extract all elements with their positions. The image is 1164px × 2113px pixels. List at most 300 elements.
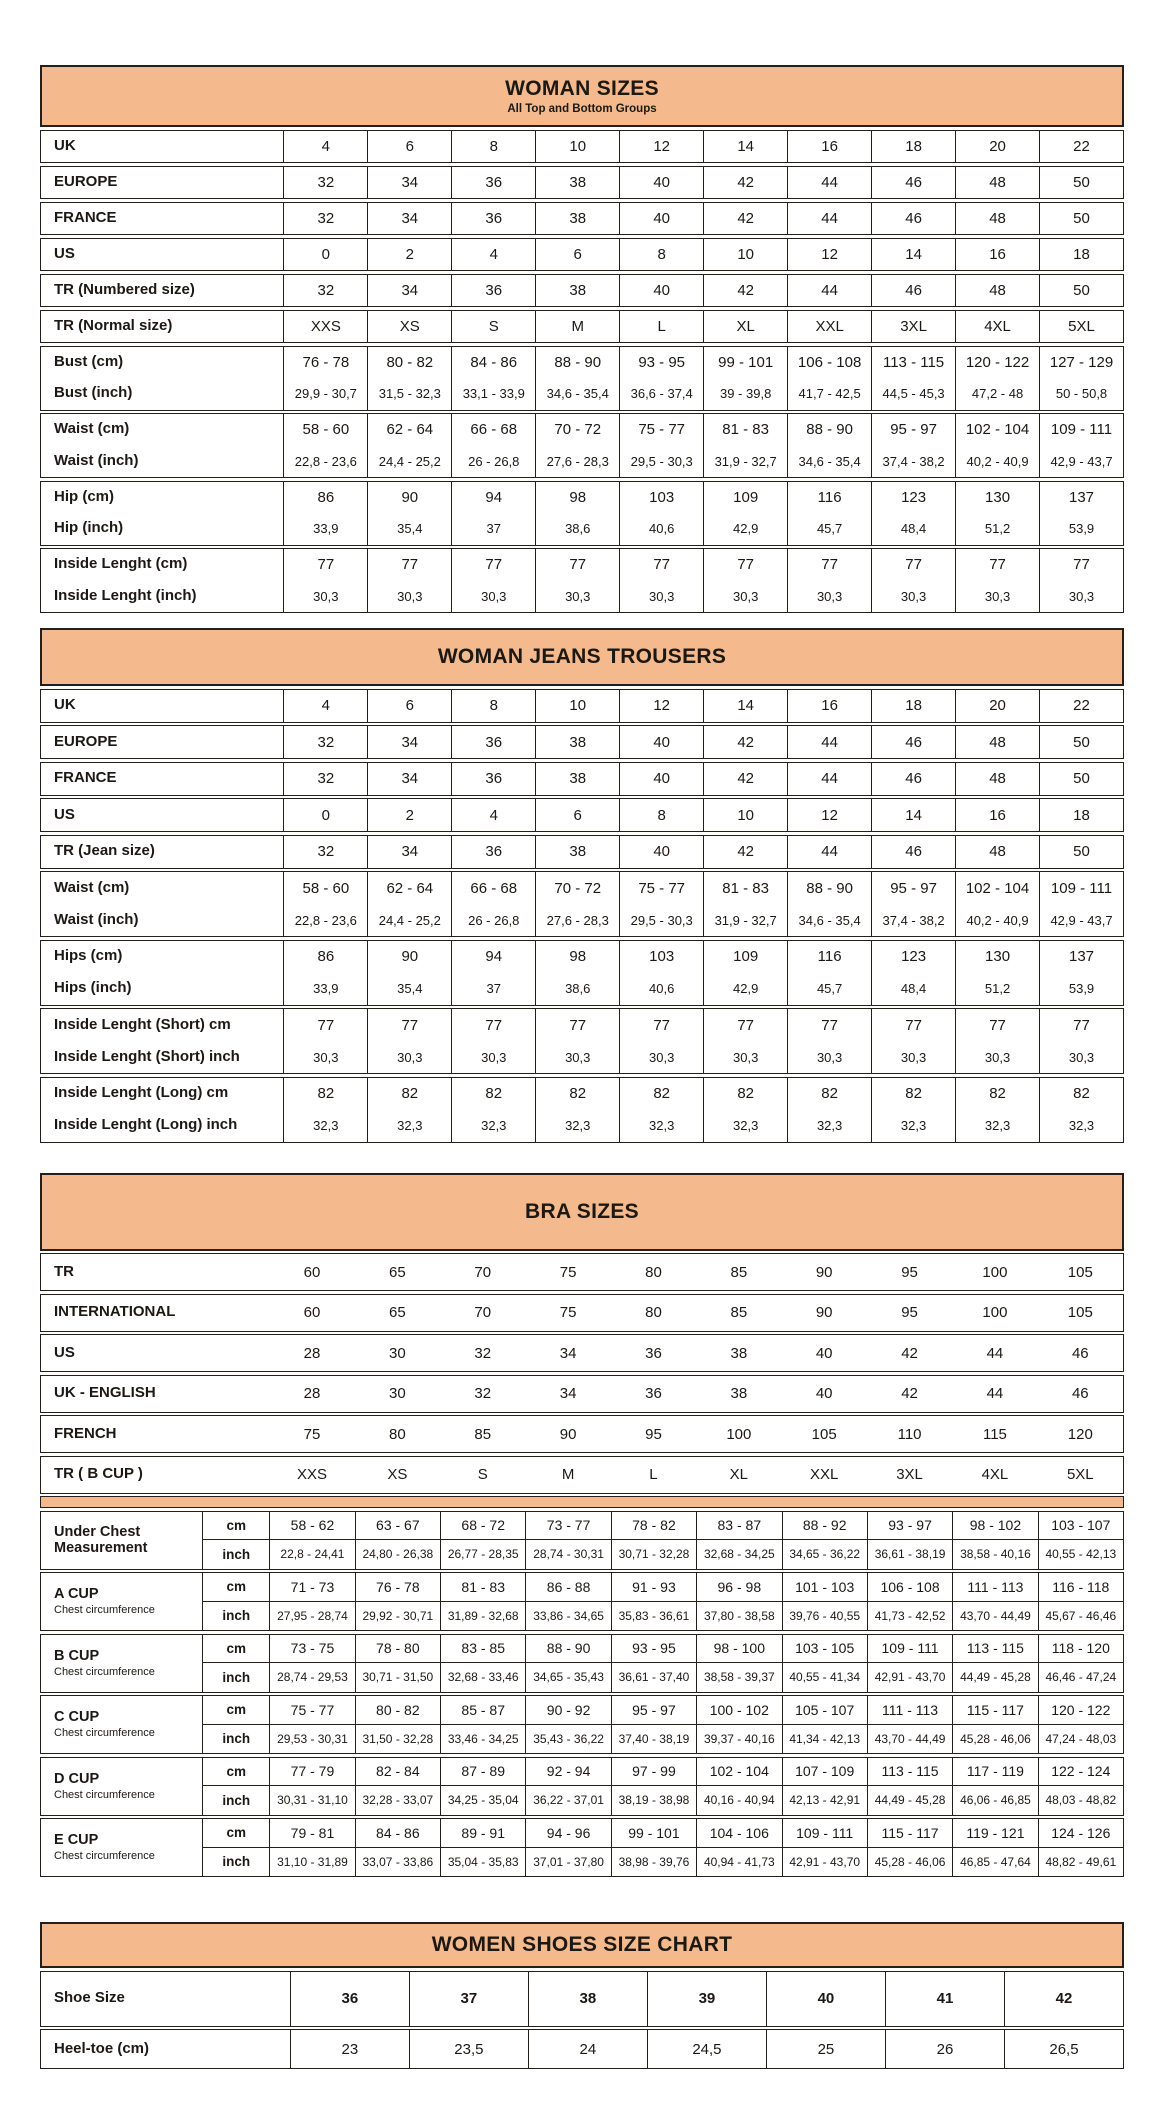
size-cell: 50 bbox=[1039, 726, 1123, 758]
size-cell: 105 bbox=[811, 1425, 837, 1443]
size-cell: 100 - 102 bbox=[696, 1696, 781, 1725]
size-cell: 53,9 bbox=[1039, 513, 1123, 545]
size-cell: 42 bbox=[703, 203, 787, 235]
size-cell: 90 bbox=[815, 1304, 833, 1321]
size-cell: 37,01 - 37,80 bbox=[525, 1848, 610, 1877]
size-cell: 99 - 101 bbox=[611, 1819, 696, 1848]
size-cell: 97 - 99 bbox=[611, 1758, 696, 1787]
row-label: Shoe Size bbox=[54, 1989, 125, 2007]
size-cell: 93 - 95 bbox=[619, 347, 703, 379]
row-label-text: Under Chest Measurement bbox=[54, 1523, 148, 1556]
size-cell: 32,3 bbox=[367, 1110, 451, 1142]
size-cell: 77 bbox=[1039, 1009, 1123, 1041]
size-cell: 35,43 - 36,22 bbox=[525, 1725, 610, 1754]
size-cell: 124 - 126 bbox=[1038, 1819, 1123, 1848]
size-cell: 78 - 80 bbox=[355, 1635, 440, 1664]
size-cell: 12 bbox=[787, 799, 871, 831]
size-cell: 77 bbox=[451, 549, 535, 581]
size-cell: 37 bbox=[451, 513, 535, 545]
size-cell: 109 bbox=[703, 482, 787, 514]
row-label: Bust (cm) bbox=[54, 352, 124, 370]
size-cell: 38 bbox=[535, 763, 619, 795]
size-cell: 30,3 bbox=[787, 1041, 871, 1073]
size-cell: 91 - 93 bbox=[611, 1573, 696, 1602]
size-cell: 39 - 39,8 bbox=[703, 378, 787, 410]
size-cell: 50 bbox=[1039, 167, 1123, 199]
size-cell: 101 - 103 bbox=[782, 1573, 867, 1602]
size-cell: 40,6 bbox=[619, 513, 703, 545]
size-cell: 75 bbox=[559, 1304, 577, 1321]
size-cell: 84 - 86 bbox=[355, 1819, 440, 1848]
size-cell: 40,2 - 40,9 bbox=[955, 446, 1039, 478]
size-cell: 36,61 - 38,19 bbox=[867, 1540, 952, 1569]
size-cell: 82 bbox=[619, 1078, 703, 1110]
size-cell: 90 bbox=[815, 1263, 833, 1281]
size-cell: 6 bbox=[367, 131, 451, 163]
size-cell: 10 bbox=[703, 799, 787, 831]
size-cell: 41,73 - 42,52 bbox=[867, 1602, 952, 1631]
table-band bbox=[40, 2029, 1124, 2069]
size-cell: 0 bbox=[283, 799, 367, 831]
size-cell: 110 bbox=[897, 1425, 922, 1443]
size-cell: 3XL bbox=[871, 311, 955, 343]
table-band bbox=[40, 481, 1124, 546]
size-cell: 85 bbox=[730, 1263, 748, 1281]
size-cell: 88 - 90 bbox=[525, 1635, 610, 1664]
size-cell: 46 bbox=[1071, 1385, 1089, 1402]
size-cell: 14 bbox=[703, 131, 787, 163]
size-cell: 36,22 - 37,01 bbox=[525, 1786, 610, 1815]
size-cell: 116 bbox=[787, 941, 871, 973]
size-cell: 77 bbox=[367, 549, 451, 581]
size-cell: 33,1 - 33,9 bbox=[451, 378, 535, 410]
size-cell: 16 bbox=[787, 690, 871, 722]
size-cell: 80 bbox=[645, 1263, 662, 1281]
size-cell: 116 bbox=[787, 482, 871, 514]
size-cell: 37,80 - 38,58 bbox=[696, 1602, 781, 1631]
size-cell: 38,6 bbox=[535, 513, 619, 545]
row-label bbox=[41, 1512, 202, 1569]
table-band bbox=[40, 1695, 1124, 1754]
jeans-rows bbox=[40, 689, 1124, 1143]
size-cell: 40 bbox=[619, 726, 703, 758]
size-cell: 130 bbox=[955, 941, 1039, 973]
size-cell: 45,28 - 46,06 bbox=[867, 1848, 952, 1877]
size-cell: 4 bbox=[283, 131, 367, 163]
size-cell: XXS bbox=[283, 311, 367, 343]
size-cell: 43,70 - 44,49 bbox=[952, 1602, 1037, 1631]
size-cell: 44 bbox=[787, 275, 871, 307]
table-band bbox=[40, 1634, 1124, 1693]
size-cell: 12 bbox=[787, 239, 871, 271]
size-cell: 30,3 bbox=[703, 1041, 787, 1073]
size-cell: 100 bbox=[726, 1425, 752, 1443]
size-cell: 75 bbox=[559, 1263, 577, 1281]
table-band bbox=[40, 1008, 1124, 1074]
size-cell: 38,6 bbox=[535, 973, 619, 1005]
size-cell: 26 bbox=[885, 2030, 1004, 2068]
unit-label: cm bbox=[202, 1758, 269, 1787]
size-cell: 6 bbox=[367, 690, 451, 722]
row-label: Waist (inch) bbox=[54, 451, 139, 469]
size-cell: 50 - 50,8 bbox=[1039, 378, 1123, 410]
size-cell: 32,3 bbox=[451, 1110, 535, 1142]
row-sublabel: Chest circumference bbox=[54, 1788, 155, 1801]
size-cell: 26,5 bbox=[1004, 2030, 1123, 2068]
size-cell: 38 bbox=[535, 203, 619, 235]
size-cell: 82 bbox=[955, 1078, 1039, 1110]
size-cell: 46 bbox=[871, 763, 955, 795]
table-band bbox=[40, 871, 1124, 937]
row-label: UK bbox=[54, 696, 76, 714]
size-cell: 73 - 75 bbox=[269, 1635, 354, 1664]
size-cell: 48,03 - 48,82 bbox=[1038, 1786, 1123, 1815]
size-cell: S bbox=[451, 311, 535, 343]
size-cell: 8 bbox=[451, 131, 535, 163]
size-cell: 29,5 - 30,3 bbox=[619, 446, 703, 478]
size-cell: 98 bbox=[535, 941, 619, 973]
table-band bbox=[40, 1971, 1124, 2027]
size-cell: 81 - 83 bbox=[703, 414, 787, 446]
size-cell: 22 bbox=[1039, 690, 1123, 722]
table-band bbox=[40, 130, 1124, 164]
size-cell: 71 - 73 bbox=[269, 1573, 354, 1602]
size-cell: 113 - 115 bbox=[867, 1758, 952, 1787]
size-cell: 22 bbox=[1039, 131, 1123, 163]
unit-label: cm bbox=[202, 1635, 269, 1664]
size-cell: 40 bbox=[815, 1385, 833, 1402]
size-cell: 37,40 - 38,19 bbox=[611, 1725, 696, 1754]
size-cell: 16 bbox=[955, 239, 1039, 271]
row-label-text: E CUP bbox=[54, 1832, 99, 1849]
size-cell: 36 bbox=[451, 167, 535, 199]
size-cell: 42 bbox=[901, 1385, 918, 1402]
table-band bbox=[40, 1572, 1124, 1631]
table-subtitle: All Top and Bottom Groups bbox=[507, 103, 657, 115]
size-cell: 34,6 - 35,4 bbox=[787, 904, 871, 936]
size-cell: 45,7 bbox=[787, 513, 871, 545]
size-cell: 29,9 - 30,7 bbox=[283, 378, 367, 410]
size-cell: 120 - 122 bbox=[955, 347, 1039, 379]
size-cell: 77 bbox=[283, 549, 367, 581]
size-cell: 32 bbox=[283, 275, 367, 307]
size-cell: 47,2 - 48 bbox=[955, 378, 1039, 410]
size-cell: XL bbox=[703, 311, 787, 343]
size-cell: 37 bbox=[409, 1972, 528, 2026]
size-cell: 86 - 88 bbox=[525, 1573, 610, 1602]
size-cell: 32,3 bbox=[703, 1110, 787, 1142]
size-cell: 16 bbox=[955, 799, 1039, 831]
size-cell: 76 - 78 bbox=[355, 1573, 440, 1602]
size-cell: 45,28 - 46,06 bbox=[952, 1725, 1037, 1754]
size-cell: 24 bbox=[528, 2030, 647, 2068]
size-cell: 32 bbox=[283, 726, 367, 758]
size-cell: 120 bbox=[1067, 1425, 1093, 1443]
size-cell: 82 bbox=[535, 1078, 619, 1110]
row-label: Inside Lenght (inch) bbox=[54, 586, 197, 604]
size-cell: 38 bbox=[535, 275, 619, 307]
size-cell: 35,4 bbox=[367, 973, 451, 1005]
size-cell: 12 bbox=[619, 131, 703, 163]
size-cell: 103 bbox=[619, 482, 703, 514]
size-cell: 32,3 bbox=[955, 1110, 1039, 1142]
size-cell: 22,8 - 23,6 bbox=[283, 446, 367, 478]
size-cell: 109 - 111 bbox=[867, 1635, 952, 1664]
row-sublabel: Chest circumference bbox=[54, 1665, 155, 1678]
size-cell: 109 - 111 bbox=[1039, 872, 1123, 904]
table-band bbox=[40, 835, 1124, 869]
size-cell: 32,3 bbox=[787, 1110, 871, 1142]
size-cell: 16 bbox=[787, 131, 871, 163]
size-cell: 75 - 77 bbox=[619, 872, 703, 904]
size-cell: 45,67 - 46,46 bbox=[1038, 1602, 1123, 1631]
shoes-header bbox=[40, 1922, 1124, 1968]
unit-label: inch bbox=[202, 1725, 269, 1754]
size-cell: 46 bbox=[871, 836, 955, 868]
size-cell: 42,9 - 43,7 bbox=[1039, 904, 1123, 936]
size-cell: 77 bbox=[535, 549, 619, 581]
size-cell: 99 - 101 bbox=[703, 347, 787, 379]
size-cell: 8 bbox=[619, 239, 703, 271]
size-cell: 77 bbox=[283, 1009, 367, 1041]
size-cell: 40 bbox=[619, 203, 703, 235]
size-cell: 34 bbox=[367, 763, 451, 795]
row-label: EUROPE bbox=[54, 732, 118, 750]
size-cell: 111 - 113 bbox=[952, 1573, 1037, 1602]
row-label: TR (Jean size) bbox=[54, 842, 155, 860]
size-cell: 42,9 - 43,7 bbox=[1039, 446, 1123, 478]
size-cell: 38,19 - 38,98 bbox=[611, 1786, 696, 1815]
size-cell: 51,2 bbox=[955, 973, 1039, 1005]
size-cell: 34 bbox=[367, 167, 451, 199]
size-cell: 80 bbox=[645, 1304, 662, 1321]
size-cell: 30,3 bbox=[787, 581, 871, 613]
unit-label: inch bbox=[202, 1848, 269, 1877]
row-label: Waist (inch) bbox=[54, 910, 139, 928]
size-cell: 77 bbox=[703, 1009, 787, 1041]
row-label: Inside Lenght (Long) inch bbox=[54, 1116, 238, 1134]
table-woman-jeans-trousers bbox=[40, 628, 1124, 1143]
size-cell: 85 - 87 bbox=[440, 1696, 525, 1725]
size-cell: 120 - 122 bbox=[1038, 1696, 1123, 1725]
size-cell: 30,3 bbox=[955, 581, 1039, 613]
size-cell: 24,80 - 26,38 bbox=[355, 1540, 440, 1569]
size-cell: 46 bbox=[871, 726, 955, 758]
row-label bbox=[41, 1696, 202, 1753]
size-cell: 30,3 bbox=[367, 1041, 451, 1073]
row-label: UK bbox=[54, 136, 76, 154]
size-cell: 35,83 - 36,61 bbox=[611, 1602, 696, 1631]
size-cell: 44 bbox=[986, 1385, 1004, 1402]
size-cell: 48 bbox=[955, 275, 1039, 307]
size-cell: 77 bbox=[367, 1009, 451, 1041]
size-cell: 40,6 bbox=[619, 973, 703, 1005]
size-cell: 83 - 85 bbox=[440, 1635, 525, 1664]
size-cell: 14 bbox=[703, 690, 787, 722]
size-cell: 70 bbox=[474, 1263, 492, 1281]
size-cell: 117 - 119 bbox=[952, 1758, 1037, 1787]
size-cell: 48,4 bbox=[871, 973, 955, 1005]
size-cell: 42,13 - 42,91 bbox=[782, 1786, 867, 1815]
size-cell: 34,25 - 35,04 bbox=[440, 1786, 525, 1815]
size-cell: 28 bbox=[303, 1344, 321, 1362]
size-cell: 46,06 - 46,85 bbox=[952, 1786, 1037, 1815]
size-cell: 94 bbox=[451, 941, 535, 973]
size-cell: 98 bbox=[535, 482, 619, 514]
size-cell: 30,3 bbox=[871, 581, 955, 613]
row-label: Bust (inch) bbox=[54, 384, 133, 402]
size-cell: 30,3 bbox=[535, 1041, 619, 1073]
size-cell: 102 - 104 bbox=[696, 1758, 781, 1787]
size-cell: 86 bbox=[283, 482, 367, 514]
unit-label: cm bbox=[202, 1819, 269, 1848]
size-cell: 42 bbox=[901, 1344, 918, 1362]
size-cell: 25 bbox=[766, 2030, 885, 2068]
size-cell: 41,7 - 42,5 bbox=[787, 378, 871, 410]
size-cell: 38,58 - 40,16 bbox=[952, 1540, 1037, 1569]
size-cell: 33,46 - 34,25 bbox=[440, 1725, 525, 1754]
size-cell: 109 - 111 bbox=[1039, 414, 1123, 446]
size-cell: 113 - 115 bbox=[952, 1635, 1037, 1664]
size-cell: 31,89 - 32,68 bbox=[440, 1602, 525, 1631]
size-cell: 106 - 108 bbox=[867, 1573, 952, 1602]
size-cell: 77 bbox=[787, 549, 871, 581]
size-cell: 22,8 - 23,6 bbox=[283, 904, 367, 936]
size-cell: 32 bbox=[474, 1385, 492, 1402]
size-cell: 27,6 - 28,3 bbox=[535, 904, 619, 936]
table-title: BRA SIZES bbox=[525, 1199, 639, 1223]
size-cell: 46 bbox=[1071, 1344, 1089, 1362]
size-cell: 29,5 - 30,3 bbox=[619, 904, 703, 936]
size-cell: 105 bbox=[1067, 1304, 1093, 1321]
size-cell: 102 - 104 bbox=[955, 872, 1039, 904]
size-cell: 34 bbox=[559, 1344, 577, 1362]
size-cell: 32,3 bbox=[871, 1110, 955, 1142]
size-cell: 119 - 121 bbox=[952, 1819, 1037, 1848]
size-cell: 30,3 bbox=[619, 1041, 703, 1073]
size-cell: 18 bbox=[1039, 239, 1123, 271]
size-cell: 98 - 100 bbox=[696, 1635, 781, 1664]
size-cell: 137 bbox=[1039, 482, 1123, 514]
size-cell: 32 bbox=[283, 836, 367, 868]
row-label: Inside Lenght (Long) cm bbox=[54, 1084, 229, 1102]
row-label-text: B CUP bbox=[54, 1647, 100, 1664]
size-cell: M bbox=[561, 1466, 575, 1483]
table-band bbox=[40, 1077, 1124, 1143]
size-cell: 96 - 98 bbox=[696, 1573, 781, 1602]
size-cell: 77 bbox=[451, 1009, 535, 1041]
table-title: WOMAN SIZES bbox=[505, 77, 659, 100]
size-cell: 137 bbox=[1039, 941, 1123, 973]
size-cell: 100 bbox=[982, 1263, 1008, 1281]
size-cell: 36 bbox=[645, 1385, 662, 1402]
size-cell: 31,50 - 32,28 bbox=[355, 1725, 440, 1754]
row-label-text: D CUP bbox=[54, 1770, 100, 1787]
size-cell: 81 - 83 bbox=[440, 1573, 525, 1602]
size-cell: 34 bbox=[367, 203, 451, 235]
size-cell: 14 bbox=[871, 239, 955, 271]
size-cell: 89 - 91 bbox=[440, 1819, 525, 1848]
size-cell: 105 - 107 bbox=[782, 1696, 867, 1725]
size-cell: 58 - 62 bbox=[269, 1512, 354, 1541]
bra-header bbox=[40, 1173, 1124, 1251]
size-cell: 30,3 bbox=[283, 581, 367, 613]
size-cell: 32 bbox=[474, 1344, 492, 1362]
size-cell: 31,9 - 32,7 bbox=[703, 446, 787, 478]
size-cell: 103 - 105 bbox=[782, 1635, 867, 1664]
size-cell: 86 bbox=[283, 941, 367, 973]
size-chart-sheet bbox=[0, 65, 1164, 2069]
table-band bbox=[40, 1818, 1124, 1877]
size-cell: 48 bbox=[955, 167, 1039, 199]
bra-rows bbox=[40, 1253, 1124, 1877]
size-cell: 35,04 - 35,83 bbox=[440, 1848, 525, 1877]
row-label: Inside Lenght (Short) inch bbox=[54, 1047, 240, 1065]
size-cell: 90 - 92 bbox=[525, 1696, 610, 1725]
row-label: Hips (cm) bbox=[54, 947, 123, 965]
size-cell: 115 - 117 bbox=[952, 1696, 1037, 1725]
size-cell: S bbox=[477, 1466, 488, 1483]
size-cell: 100 bbox=[982, 1304, 1008, 1321]
size-cell: 22,8 - 24,41 bbox=[269, 1540, 354, 1569]
size-cell: 102 - 104 bbox=[955, 414, 1039, 446]
size-cell: XS bbox=[367, 311, 451, 343]
size-cell: 32,3 bbox=[1039, 1110, 1123, 1142]
size-cell: 40,55 - 41,34 bbox=[782, 1663, 867, 1692]
size-cell: 36 bbox=[451, 763, 535, 795]
size-cell: 32,3 bbox=[283, 1110, 367, 1142]
size-cell: 48 bbox=[955, 836, 1039, 868]
table-band bbox=[40, 1757, 1124, 1816]
table-band bbox=[40, 1415, 1124, 1453]
row-label: UK - ENGLISH bbox=[54, 1384, 156, 1402]
size-cell: 40 bbox=[815, 1344, 833, 1362]
size-cell: 4XL bbox=[955, 311, 1039, 343]
size-cell: 26 - 26,8 bbox=[451, 446, 535, 478]
size-cell: 92 - 94 bbox=[525, 1758, 610, 1787]
row-label: TR bbox=[54, 1262, 74, 1280]
size-cell: 40,2 - 40,9 bbox=[955, 904, 1039, 936]
size-cell: 77 bbox=[787, 1009, 871, 1041]
size-cell: 39,76 - 40,55 bbox=[782, 1602, 867, 1631]
size-cell: 47,24 - 48,03 bbox=[1038, 1725, 1123, 1754]
size-cell: 28,74 - 30,31 bbox=[525, 1540, 610, 1569]
size-cell: 77 bbox=[619, 549, 703, 581]
size-cell: 70 - 72 bbox=[535, 414, 619, 446]
size-cell: 36 bbox=[645, 1344, 662, 1362]
size-cell: 27,6 - 28,3 bbox=[535, 446, 619, 478]
size-cell: 4 bbox=[283, 690, 367, 722]
size-cell: 103 - 107 bbox=[1038, 1512, 1123, 1541]
table-band bbox=[40, 202, 1124, 236]
size-cell: 32 bbox=[283, 203, 367, 235]
size-cell: 10 bbox=[703, 239, 787, 271]
size-cell: 38,98 - 39,76 bbox=[611, 1848, 696, 1877]
size-cell: 30,3 bbox=[451, 1041, 535, 1073]
size-cell: XXL bbox=[810, 1466, 839, 1483]
size-cell: 42 bbox=[1004, 1972, 1123, 2026]
divider-strip bbox=[40, 1496, 1124, 1508]
size-cell: 44,49 - 45,28 bbox=[867, 1786, 952, 1815]
size-cell: 95 bbox=[901, 1304, 918, 1321]
size-cell: 30,3 bbox=[367, 581, 451, 613]
size-cell: 48 bbox=[955, 726, 1039, 758]
size-cell: 40 bbox=[619, 167, 703, 199]
size-cell: 50 bbox=[1039, 763, 1123, 795]
table-women-shoes bbox=[40, 1922, 1124, 2069]
jeans-header bbox=[40, 628, 1124, 686]
size-cell: 34 bbox=[367, 836, 451, 868]
